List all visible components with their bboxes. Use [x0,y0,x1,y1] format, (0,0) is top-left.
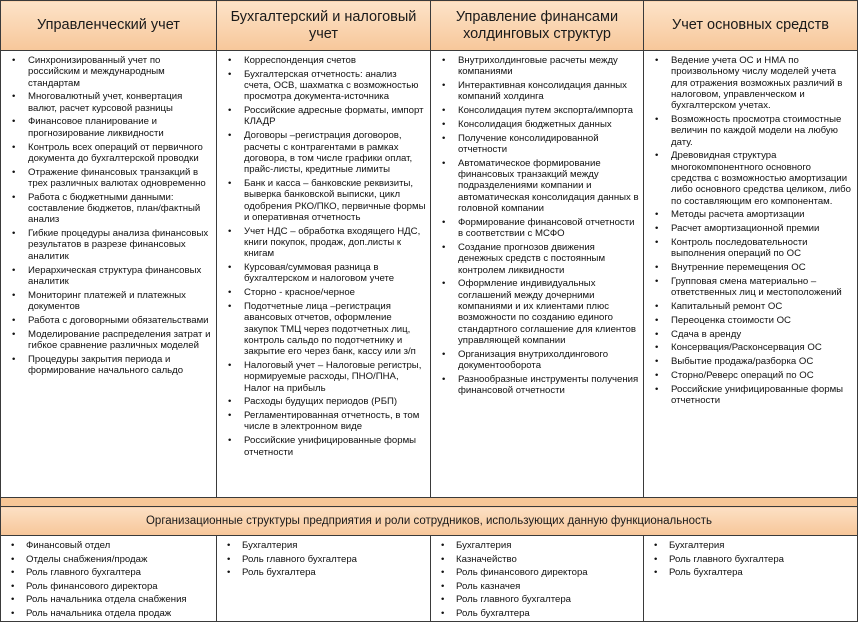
list-item: • Работа с бюджетными данными: составление бюджетов, план/фактный анализ [5,192,212,226]
list-item: • Бухгалтерская отчетность: анализ счета, ОСВ, шахматка с возможностью просмотра документа-источника [221,69,426,103]
list-item: • Роль начальника отдела снабжения [5,593,212,607]
list-item: • Роль бухгалтера [648,566,853,580]
list-item: • Многовалютный учет, конвертация валют, расчет курсовой разницы [5,91,212,114]
list-item: • Автоматическое формирование финансовых транзакций между подразделениями компании и автоматическая консолидация данных в головной компании [435,158,639,214]
org-structure-title: Организационные структуры предприятия и роли сотрудников, использующих данную функциональность [145,515,712,527]
list-item: • Консолидация путем экспорта/импорта [435,105,639,116]
list-item: • Групповая смена материально – ответственных лиц и местоположений [648,276,853,299]
list-item: • Мониторинг платежей и платежных документов [5,290,212,313]
column-header-fixed-assets: Учет основных средств [672,17,829,33]
list-item: • Финансовое планирование и прогнозирование ликвидности [5,116,212,139]
list-item: • Роль бухгалтера [435,607,639,621]
list-item: • Контроль всех операций от первичного документа до бухгалтерской проводки [5,142,212,165]
list-item: • Расчет амортизационной премии [648,223,853,234]
list-item: • Договоры –регистрация договоров, расчеты с контрагентами в рамках договора, в том числе графики оплат, прайс-листы, кредитные лимиты [221,130,426,175]
list-item: • Создание прогнозов движения денежных средств с постоянным контролем ликвидности [435,242,639,276]
roles-list-management-accounting [1,536,216,620]
list-item: • Переоценка стоимости ОС [648,315,853,326]
feature-list-fixed-assets [644,51,857,406]
list-item: • Бухгалтерия [435,539,639,553]
list-item: • Роль главного бухгалтера [435,593,639,607]
list-item: • Роль главного бухгалтера [648,553,853,567]
feature-list-management-accounting [1,51,216,376]
section-divider [1,498,858,507]
list-item: • Курсовая/суммовая разница в бухгалтерском и налоговом учете [221,262,426,285]
list-item: • Внутренние перемещения ОС [648,262,853,273]
list-item: • Корреспонденция счетов [221,55,426,66]
org-title-row [1,507,858,536]
list-item: • Казначейство [435,553,639,567]
roles-row [1,536,858,622]
list-item: • Ведение учета ОС и НМА по произвольному числу моделей учета для отражения возможных различий в налоговом, управленческом и бухгалтерском учетах. [648,55,853,111]
list-item: • Сторно - красное/черное [221,287,426,298]
list-item: • Российские унифицированные формы отчетности [648,384,853,407]
list-item: • Синхронизированный учет по российским и международным стандартам [5,55,212,89]
list-item: • Моделирование распределения затрат и гибкое сравнение различных моделей [5,329,212,352]
list-item: • Роль финансового директора [5,580,212,594]
list-item: • Роль главного бухгалтера [221,553,426,567]
list-item: • Иерархическая структура финансовых аналитик [5,265,212,288]
list-item: • Возможность просмотра стоимостные величин по каждой модели на любую дату. [648,114,853,148]
list-item: • Роль начальника отдела продаж [5,607,212,621]
list-item: • Бухгалтерия [221,539,426,553]
list-item: • Консервация/Расконсервация ОС [648,342,853,353]
list-item: • Отделы снабжения/продаж [5,553,212,567]
roles-list-fixed-assets [644,536,857,580]
list-item: • Выбытие продажа/разборка ОС [648,356,853,367]
column-header-tax-accounting: Бухгалтерский и налоговый учет [230,8,417,42]
list-item: • Роль финансового директора [435,566,639,580]
list-item: • Расходы будущих периодов (РБП) [221,396,426,407]
roles-list-tax-accounting [217,536,430,580]
list-item: • Бухгалтерия [648,539,853,553]
list-item: • Российские унифицированные формы отчетности [221,435,426,458]
list-item: • Финансовый отдел [5,539,212,553]
list-item: • Процедуры закрытия периода и формирование начального сальдо [5,354,212,377]
features-row [1,51,858,498]
roles-list-holding-finance [431,536,643,620]
feature-list-holding-finance [431,51,643,396]
list-item: • Получение консолидированной отчетности [435,133,639,156]
list-item: • Гибкие процедуры анализа финансовых результатов в разрезе финансовых аналитик [5,228,212,262]
list-item: • Оформление индивидуальных соглашений между дочерними компаниями и их клиентами плюс возможности по созданию единого стандартного соглашение для клиентов управляющей компании [435,278,639,346]
list-item: • Формирование финансовой отчетности в соответствии с МСФО [435,217,639,240]
list-item: • Интерактивная консолидация данных компаний холдинга [435,80,639,103]
list-item: • Подотчетные лица –регистрация авансовых отчетов, оформление закупок ТМЦ через подотчетных лиц, контроль сальдо по подотчетнику и закрытие его через банк, кассу или з/п [221,301,426,357]
list-item: • Методы расчета амортизации [648,209,853,220]
column-header-holding-finance: Управление финансами холдинговых структур [455,8,619,42]
list-item: • Учет НДС – обработка входящего НДС, книги покупок, продаж, доп.листы к книгам [221,226,426,260]
list-item: • Внутрихолдинговые расчеты между компаниями [435,55,639,78]
list-item: • Российские адресные форматы, импорт КЛАДР [221,105,426,128]
list-item: • Сдача в аренду [648,329,853,340]
header-row [1,1,858,51]
list-item: • Работа с договорными обязательствами [5,315,212,326]
list-item: • Сторно/Реверс операций по ОС [648,370,853,381]
list-item: • Древовидная структура многокомпонентного основного средства с возможностью амортизации либо основного средства целиком, либо по составляющим его компонентам. [648,150,853,206]
list-item: • Контроль последовательности выполнения операций по ОС [648,237,853,260]
column-header-management-accounting: Управленческий учет [37,17,180,33]
list-item: • Организация внутрихолдингового документооборота [435,349,639,372]
list-item: • Банк и касса – банковские реквизиты, выверка банковской выписки, цикл одобрения РКО/ПКО, первичные формы и оперативная отчетность [221,178,426,223]
list-item: • Отражение финансовых транзакций в трех различных валютах одновременно [5,167,212,190]
list-item: • Регламентированная отчетность, в том числе в электронном виде [221,410,426,433]
list-item: • Капитальный ремонт ОС [648,301,853,312]
list-item: • Роль бухгалтера [221,566,426,580]
feature-list-tax-accounting [217,51,430,458]
list-item: • Разнообразные инструменты получения финансовой отчетности [435,374,639,397]
list-item: • Налоговый учет – Налоговые регистры, нормируемые расходы, ПНО/ПНА, Налог на прибыль [221,360,426,394]
list-item: • Роль главного бухгалтера [5,566,212,580]
list-item: • Роль казначея [435,580,639,594]
list-item: • Консолидация бюджетных данных [435,119,639,130]
